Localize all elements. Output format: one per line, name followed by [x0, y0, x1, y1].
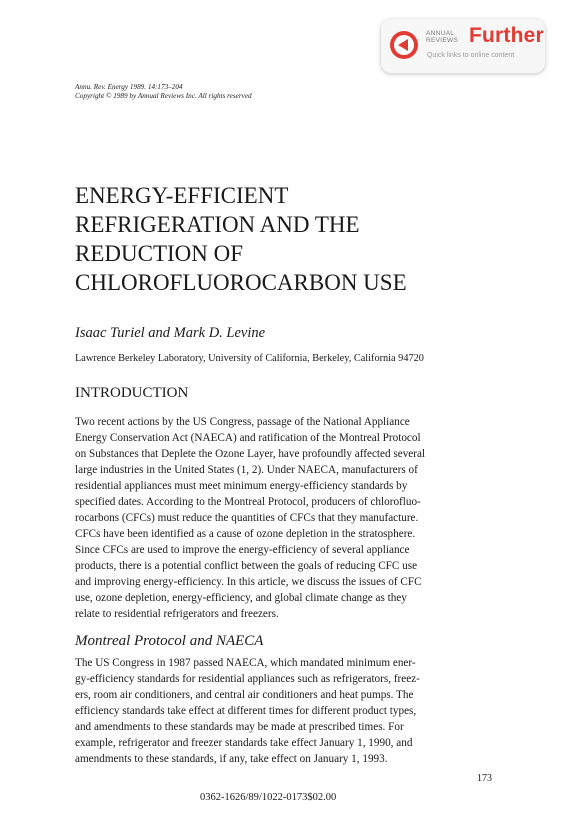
- text-line: CFCs have been identified as a cause of ozone depletion in the stratosphere.: [75, 528, 416, 540]
- copyright-line: Copyright © 1989 by Annual Reviews Inc. All rights reserved: [75, 92, 252, 100]
- montreal-paragraph: [75, 655, 420, 767]
- article-title: [75, 181, 407, 297]
- text-line: relate to residential refrigerators and freezers.: [75, 608, 279, 620]
- text-line: rocarbons (CFCs) must reduce the quantities of CFCs that they manufacture.: [75, 512, 419, 524]
- text-line: products, there is a potential conflict between the goals of reducing CFC use: [75, 560, 418, 572]
- text-line: Two recent actions by the US Congress, passage of the National Appliance: [75, 416, 410, 428]
- title-line: REDUCTION OF: [75, 241, 244, 266]
- doi-code: 0362-1626/89/1022-0173$02.00: [200, 792, 337, 803]
- citation: [75, 83, 252, 101]
- text-line: on Substances that Deplete the Ozone Layer, have profoundly affected several: [75, 448, 426, 460]
- text-line: gy-efficiency standards for residential appliances such as refrigerators, freez-: [75, 673, 420, 685]
- text-line: residential appliances must meet minimum energy-efficiency standards by: [75, 480, 408, 492]
- further-badge[interactable]: [381, 19, 545, 73]
- annual-reviews-logo-text: ANNUAL REVIEWS: [426, 30, 459, 44]
- text-line: efficiency standards take effect at different times for different product types,: [75, 705, 417, 717]
- text-line: use, ozone depletion, energy-efficiency, and global climate change as they: [75, 592, 407, 604]
- page-number: 173: [477, 773, 492, 784]
- text-line: ers, room air conditioners, and central air conditioners and heat pumps. The: [75, 689, 414, 701]
- authors: Isaac Turiel and Mark D. Levine: [75, 325, 266, 341]
- introduction-paragraph: [75, 414, 425, 622]
- text-line: and improving energy-efficiency. In this article, we discuss the issues of CFC: [75, 576, 422, 588]
- play-arrow-icon: [389, 30, 419, 60]
- text-line: Energy Conservation Act (NAECA) and ratification of the Montreal Protocol: [75, 432, 421, 444]
- text-line: large industries in the United States (1, 2). Under NAECA, manufacturers of: [75, 464, 418, 476]
- text-line: The US Congress in 1987 passed NAECA, which mandated minimum ener-: [75, 657, 416, 669]
- further-subtitle: Quick links to online content: [427, 52, 515, 59]
- text-line: and amendments to these standards may be made at prescribed times. For: [75, 721, 404, 733]
- text-line: example, refrigerator and freezer standards take effect January 1, 1990, and: [75, 737, 413, 749]
- subsection-heading-montreal: Montreal Protocol and NAECA: [75, 633, 264, 649]
- title-line: REFRIGERATION AND THE: [75, 212, 360, 237]
- citation-line: Annu. Rev. Energy 1989. 14:173–204: [75, 83, 183, 91]
- title-line: CHLOROFLUOROCARBON USE: [75, 270, 407, 295]
- further-title: Further: [469, 24, 544, 47]
- text-line: Since CFCs are used to improve the energy-efficiency of several appliance: [75, 544, 410, 556]
- text-line: amendments to these standards, if any, take effect on January 1, 1993.: [75, 753, 388, 765]
- section-heading-introduction: INTRODUCTION: [75, 385, 189, 401]
- text-line: specified dates. According to the Montreal Protocol, producers of chlorofluo-: [75, 496, 421, 508]
- affiliation: Lawrence Berkeley Laboratory, University of California, Berkeley, California 94720: [75, 353, 424, 364]
- title-line: ENERGY-EFFICIENT: [75, 183, 289, 208]
